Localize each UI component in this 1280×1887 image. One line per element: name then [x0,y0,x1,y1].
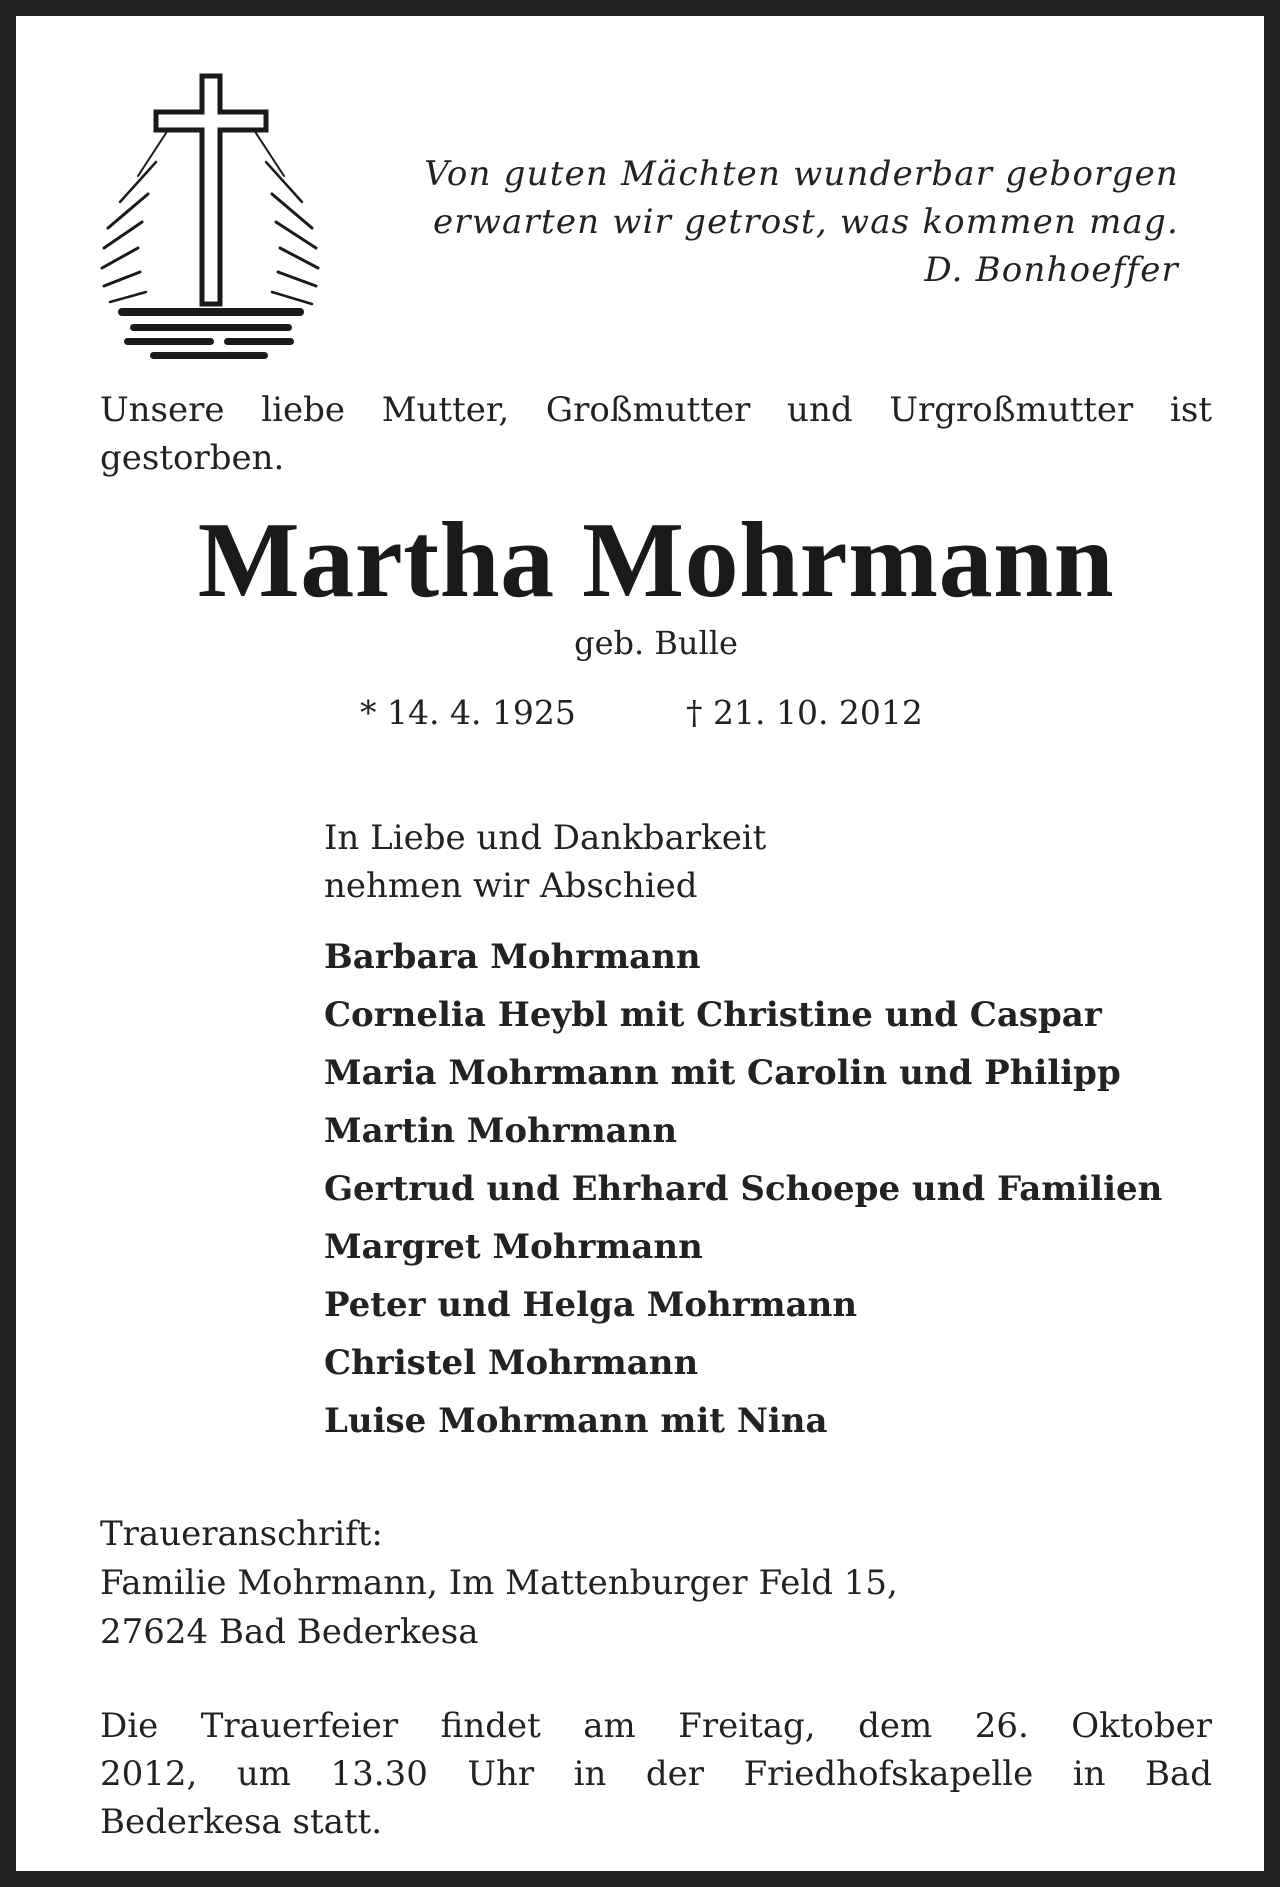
farewell-text [324,814,766,910]
funeral-service-text [100,1702,1212,1846]
deceased-name: Martha Mohrmann [197,501,1115,620]
mourners-list [324,928,1162,1450]
mourner-name: Peter und Helga Mohrmann [324,1285,858,1325]
quote-author: D. Bonhoeffer [924,250,1179,290]
mourner-name: Martin Mohrmann [324,1111,678,1151]
address-line: Familie Mohrmann, Im Mattenburger Feld 15, [100,1563,898,1603]
maiden-name: geb. Bulle [574,624,738,662]
quote-line: erwarten wir getrost, was kommen mag. [432,202,1179,242]
farewell-line: nehmen wir Abschied [324,866,698,906]
bonhoeffer-quote [279,150,1179,294]
mourner-name: Barbara Mohrmann [324,937,701,977]
mourner-name: Christel Mohrmann [324,1343,699,1383]
farewell-line: In Liebe und Dankbarkeit [324,818,767,858]
quote-line: Von guten Mächten wunderbar geborgen [424,154,1179,194]
mourner-name: Maria Mohrmann mit Carolin und Philipp [324,1053,1121,1093]
service-line: 2012, um 13.30 Uhr in der Friedhofskapelle in Bad [100,1754,1212,1794]
mourner-name: Luise Mohrmann mit Nina [324,1401,828,1441]
service-line: Die Trauerfeier findet am Freitag, dem 26. Oktober [100,1706,1212,1746]
mourner-name: Cornelia Heybl mit Christine und Caspar [324,995,1102,1035]
mourner-name: Margret Mohrmann [324,1227,703,1267]
mourner-name: Gertrud und Ehrhard Schoepe und Familien [324,1169,1163,1209]
birth-date: * 14. 4. 1925 [360,693,576,732]
death-date: † 21. 10. 2012 [686,693,923,732]
intro-text: Unsere liebe Mutter, Großmutter und Urgroßmutter ist gestorben. [100,390,1212,478]
address-label: Traueranschrift: [100,1514,383,1554]
service-line: Bederkesa statt. [100,1802,383,1842]
address-line: 27624 Bad Bederkesa [100,1612,479,1652]
mourning-address [100,1510,898,1657]
